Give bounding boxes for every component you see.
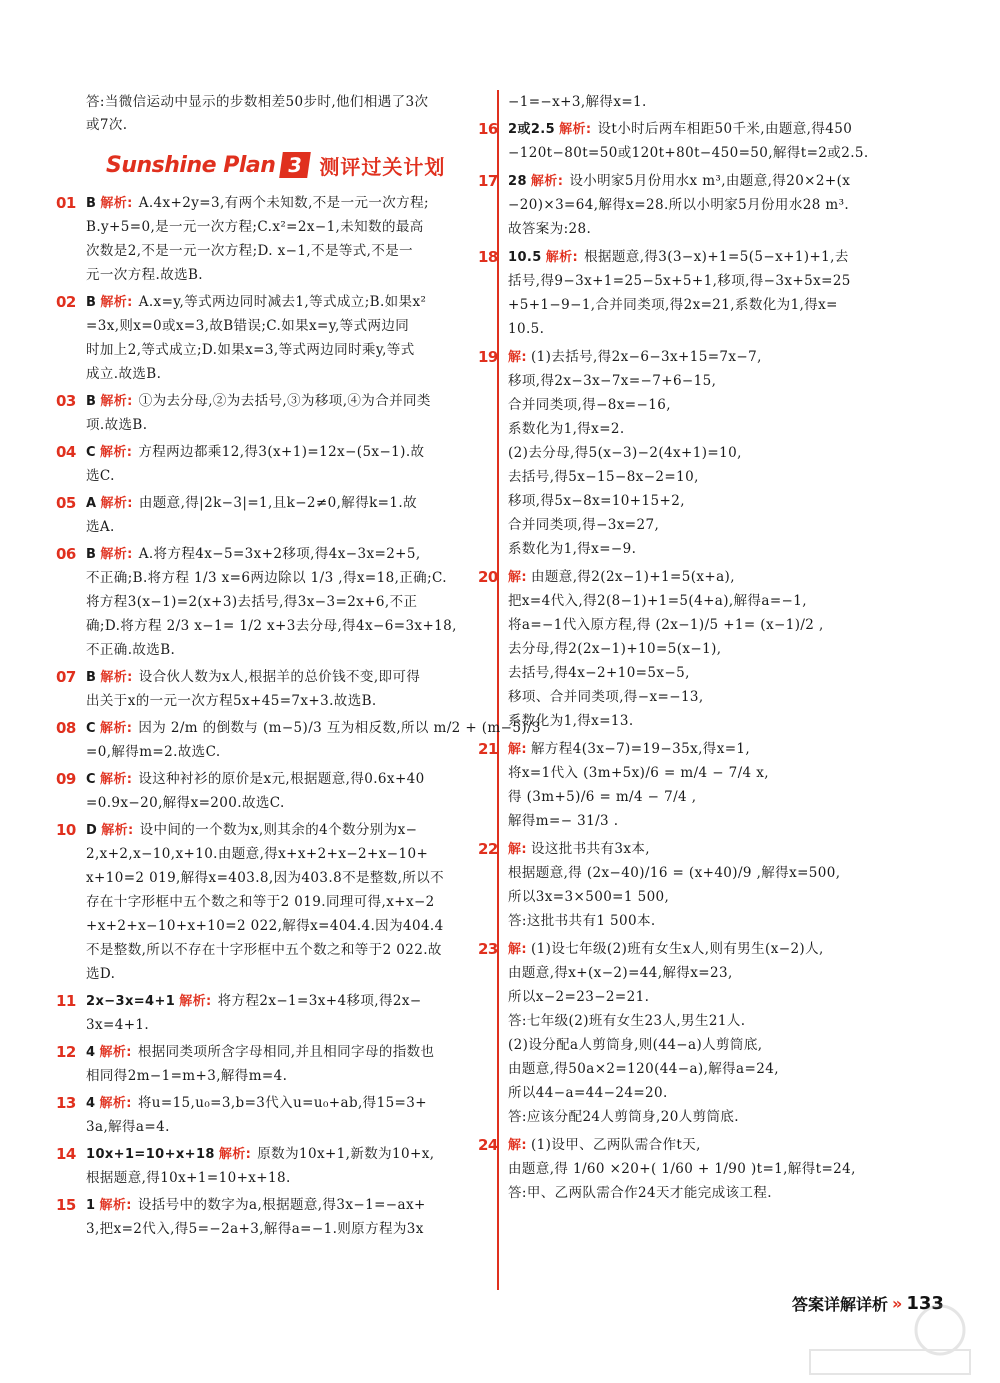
answer-text: 故答案为:28. [508, 221, 592, 237]
answer-text: 不是整数,所以不存在十字形框中五个数之和等于2 022.故 [86, 942, 442, 958]
answer-line [56, 718, 541, 739]
answer-choice: C [86, 721, 96, 736]
answer-text: 将方程2x−1=3x+4移项,得2x− [217, 993, 422, 1009]
answer-choice: 解: [508, 1138, 527, 1153]
analysis-label: 解析: [99, 1096, 132, 1111]
answer-text: 把x=4代入,得2(8−1)+1=5(4+a),解得a=−1, [508, 593, 807, 609]
answer-line [508, 663, 690, 683]
question-number: 24 [478, 1136, 498, 1154]
answer-choice: 10.5 [508, 250, 542, 265]
answer-line [86, 616, 457, 636]
answer-line [56, 769, 425, 790]
answer-line [508, 787, 696, 807]
answer-choice: A [86, 496, 97, 511]
answer-text: 设这批书共有3x本, [531, 841, 650, 857]
answer-text: 移项,得5x−8x=10+15+2, [508, 493, 685, 509]
answer-line [86, 241, 413, 261]
header-badge: 3 [280, 152, 312, 178]
answer-line [508, 1011, 745, 1031]
answer-text: 移项,得2x−3x−7x=−7+6−15, [508, 373, 717, 389]
answer-text: 解方程4(3x−7)=19−35x,得x=1, [531, 741, 751, 757]
answer-text: 设小明家5月份用水x m³,由题意,得20×2+(x [569, 173, 851, 189]
answer-choice: B [86, 394, 97, 409]
answer-text: 去分母,得2(2x−1)+10=5(x−1), [508, 641, 722, 657]
answer-line [86, 364, 161, 384]
section-header [106, 150, 445, 180]
answer-text: 合并同类项,得−8x=−16, [508, 397, 671, 413]
answer-line [56, 442, 425, 463]
answer-line [56, 292, 427, 313]
question-number: 17 [478, 172, 498, 190]
answer-line [56, 1093, 427, 1114]
answer-line [86, 892, 435, 912]
answer-choice: 1 [86, 1198, 96, 1213]
answer-text: (1)设七年级(2)班有女生x人,则有男生(x−2)人, [531, 941, 824, 957]
answer-text: 根据同类项所含字母相同,并且相同字母的指数也 [137, 1044, 435, 1060]
analysis-label: 解析: [99, 721, 133, 736]
answer-text: 答:应该分配24人剪筒身,20人剪筒底. [508, 1109, 739, 1125]
answer-choice: 解: [508, 350, 527, 365]
answer-text: 去括号,得4x−2+10=5x−5, [508, 665, 690, 681]
answer-text: 确;D.将方程 2/3 x−1= 1/2 x+3去分母,得4x−6=3x+18, [86, 618, 457, 634]
answer-text: 根据题意,得 (2x−40)/16 = (x+40)/9 ,解得x=500, [508, 865, 841, 881]
question-number: 01 [56, 194, 76, 212]
answer-text: 由题意,得x+(x−2)=44,解得x=23, [508, 965, 733, 981]
answer-line [86, 844, 428, 864]
answer-line [508, 395, 671, 415]
answer-line [86, 793, 285, 813]
answer-line [508, 539, 636, 559]
answer-line [56, 193, 429, 214]
answer-text: 3x=4+1. [86, 1017, 150, 1033]
answer-line [478, 839, 650, 860]
question-number: 08 [56, 719, 76, 737]
answer-line [508, 195, 849, 215]
answer-line [508, 371, 716, 391]
answer-line [508, 1035, 762, 1055]
answer-text: +5+1−9−1,合并同类项,得2x=21,系数化为1,得x= [508, 297, 838, 313]
column-divider [497, 90, 499, 1290]
answer-text: B.y+5=0,是一元一次方程;C.x²=2x−1,未知数的最高 [86, 219, 424, 235]
analysis-label: 解析: [545, 250, 579, 265]
answer-text: 3a,解得a=4. [86, 1119, 170, 1135]
answer-line [508, 591, 807, 611]
answer-line [478, 171, 851, 192]
question-number: 18 [478, 248, 498, 266]
analysis-label: 解析: [101, 823, 134, 838]
answer-line [86, 1066, 287, 1086]
question-number: 22 [478, 840, 498, 858]
answer-choice: B [86, 670, 97, 685]
answer-line [86, 916, 444, 936]
answer-line [508, 763, 769, 783]
answer-line [508, 419, 625, 439]
answer-line [478, 1135, 701, 1156]
question-number: 09 [56, 770, 76, 788]
answer-line [86, 1117, 170, 1137]
analysis-label: 解析: [100, 670, 133, 685]
header-title-en: Sunshine Plan [106, 152, 276, 178]
question-number: 14 [56, 1145, 76, 1163]
answer-line [86, 964, 115, 984]
answer-text: 将方程3(x−1)=2(x+3)去括号,得3x−3=2x+6,不正 [86, 594, 418, 610]
answer-text: −20)×3=64,解得x=28.所以小明家5月份用水28 m³. [508, 197, 850, 213]
answer-text: 设t小时后两车相距50千米,由题意,得450 [597, 121, 853, 137]
answer-line [508, 911, 656, 931]
answer-line [86, 1015, 149, 1035]
answer-text: A.4x+2y=3,有两个未知数,不是一元一次方程; [138, 195, 429, 211]
answer-line [508, 687, 704, 707]
answer-text: 10.5. [508, 321, 545, 337]
answer-text: (2)去分母,得5(x−3)−2(4x+1)=10, [508, 445, 742, 461]
answer-text: 根据题意,得3(3−x)+1=5(5−x+1)+1,去 [584, 249, 849, 265]
answer-text: 由题意,得50a×2=120(44−a),解得a=24, [508, 1061, 779, 1077]
answer-line [86, 640, 175, 660]
answer-line [86, 742, 221, 762]
chevron-right-icon: » [892, 1294, 903, 1313]
answer-line [56, 1195, 426, 1216]
answer-line [86, 592, 417, 612]
answer-line [508, 143, 869, 163]
answer-line [478, 347, 762, 368]
answer-line [478, 939, 824, 960]
answer-line [478, 247, 849, 268]
answer-text: 不正确;B.将方程 1/3 x=6两边除以 1/3 ,得x=18,正确;C. [86, 570, 447, 586]
answer-choice: D [86, 823, 98, 838]
question-number: 21 [478, 740, 498, 758]
answer-line [508, 319, 544, 339]
answer-line [56, 667, 421, 688]
answer-choice: 解: [508, 842, 527, 857]
answer-choice: C [86, 445, 96, 460]
answer-line [508, 887, 669, 907]
answer-text: 选C. [86, 468, 115, 484]
answer-line [56, 544, 421, 565]
answer-line [86, 568, 447, 588]
answer-text: 将u=15,u₀=3,b=3代入u=u₀+ab,得15=3+ [137, 1095, 427, 1111]
answer-text: 成立.故选B. [86, 366, 162, 382]
answer-text: ①为去分母,②为去括号,③为移项,④为合并同类 [138, 393, 431, 409]
answer-text: 答:甲、乙两队需合作24天才能完成该工程. [508, 1185, 772, 1201]
answer-text: 设合伙人数为x人,根据羊的总价钱不变,即可得 [138, 669, 421, 685]
question-number: 12 [56, 1043, 76, 1061]
answer-line [86, 940, 442, 960]
answer-text: 移项、合并同类项,得−x=−13, [508, 689, 704, 705]
answer-text: 方程两边都乘12,得3(x+1)=12x−(5x−1).故 [138, 444, 425, 460]
answer-choice: 4 [86, 1045, 96, 1060]
answer-line [478, 119, 853, 140]
analysis-label: 解析: [559, 122, 592, 137]
answer-choice: 2或2.5 [508, 122, 556, 137]
answer-text: 设这种衬衫的原价是x元,根据题意,得0.6x+40 [138, 771, 425, 787]
answer-line [508, 711, 634, 731]
answer-line [508, 271, 851, 291]
answer-text: 所以3x=3×500=1 500, [508, 889, 670, 905]
analysis-label: 解析: [100, 547, 133, 562]
answer-line [508, 615, 824, 635]
answer-text: 答:七年级(2)班有女生23人,男生21人. [508, 1013, 746, 1029]
answer-text: (1)设甲、乙两队需合作t天, [531, 1137, 701, 1153]
analysis-label: 解析: [100, 196, 133, 211]
answer-text: 答:这批书共有1 500本. [508, 913, 656, 929]
answer-text: =3x,则x=0或x=3,故B错误;C.如果x=y,等式两边同 [86, 318, 410, 334]
answer-text: 系数化为1,得x=2. [508, 421, 625, 437]
answer-line [508, 1107, 739, 1127]
answer-line [508, 1083, 668, 1103]
analysis-label: 解析: [179, 994, 212, 1009]
answer-line [508, 467, 699, 487]
question-number: 07 [56, 668, 76, 686]
answer-choice: 10x+1=10+x+18 [86, 1147, 215, 1162]
answer-line [508, 219, 591, 239]
answer-text: 系数化为1,得x=13. [508, 713, 634, 729]
answer-line [86, 517, 115, 537]
analysis-label: 解析: [99, 1198, 132, 1213]
question-number: 16 [478, 120, 498, 138]
question-number: 23 [478, 940, 498, 958]
answer-text: A.将方程4x−5=3x+2移项,得4x−3x=2+5, [138, 546, 421, 562]
intro-line: 或7次. [86, 117, 128, 133]
answer-text: 次数是2,不是一元一次方程;D. x−1,不是等式,不是一 [86, 243, 414, 259]
answer-text: 项.故选B. [86, 417, 148, 433]
analysis-label: 解析: [530, 174, 564, 189]
analysis-label: 解析: [99, 1045, 132, 1060]
answer-line [508, 963, 733, 983]
answer-text: 不正确.故选B. [86, 642, 176, 658]
question-number: 02 [56, 293, 76, 311]
answer-text: 将a=−1代入原方程,得 (2x−1)/5 +1= (x−1)/2 , [508, 617, 824, 633]
intro-line: 答:当微信运动中显示的步数相差50步时,他们相遇了3次 [86, 94, 429, 110]
answer-text: =0,解得m=2.故选C. [86, 744, 221, 760]
analysis-label: 解析: [100, 295, 133, 310]
answer-text: 选D. [86, 966, 116, 982]
answer-text: (1)去括号,得2x−6−3x+15=7x−7, [531, 349, 762, 365]
answer-text: 原数为10x+1,新数为10+x, [257, 1146, 435, 1162]
answer-text: 相同得2m−1=m+3,解得m=4. [86, 1068, 288, 1084]
answer-text: A.x=y,等式两边同时减去1,等式成立;B.如果x² [138, 294, 427, 310]
analysis-label: 解析: [99, 445, 133, 460]
intro-line: −1=−x+3,解得x=1. [508, 94, 647, 110]
answer-line [86, 217, 424, 237]
question-number: 04 [56, 443, 76, 461]
answer-text: 由题意,得|2k−3|=1,且k−2≠0,解得k=1.故 [138, 495, 417, 511]
answer-text: 由题意,得 1/60 ×20+( 1/60 + 1/90 )t=1,解得t=24, [508, 1161, 856, 1177]
answer-choice: B [86, 295, 97, 310]
question-number: 10 [56, 821, 76, 839]
answer-text: 出关于x的一元一次方程5x+45=7x+3.故选B. [86, 693, 377, 709]
answer-text: 因为 2/m 的倒数与 (m−5)/3 互为相反数,所以 m/2 + (m−5)/3 [138, 720, 541, 736]
analysis-label: 解析: [99, 772, 133, 787]
answer-line [86, 340, 415, 360]
answer-line [86, 316, 409, 336]
answer-line [86, 265, 203, 285]
answer-text: −120t−80t=50或120t+80t−450=50,解得t=2或2.5. [508, 145, 869, 161]
answer-line [508, 295, 838, 315]
answer-text: 所以44−a=44−24=20. [508, 1085, 668, 1101]
question-number: 05 [56, 494, 76, 512]
answer-line [86, 415, 147, 435]
analysis-label: 解析: [100, 496, 133, 511]
answer-line [508, 1059, 779, 1079]
question-number: 13 [56, 1094, 76, 1112]
answer-line [56, 391, 431, 412]
answer-line [508, 639, 721, 659]
answer-text: 2,x+2,x−10,x+10.由题意,得x+x+2+x−2+x−10+ [86, 846, 429, 862]
answer-text: =0.9x−20,解得x=200.故选C. [86, 795, 285, 811]
answer-choice: B [86, 196, 97, 211]
answer-line [86, 691, 377, 711]
answer-line [86, 868, 444, 888]
question-number: 11 [56, 992, 76, 1010]
answer-choice: 解: [508, 570, 527, 585]
header-title-cn: 测评过关计划 [319, 154, 446, 179]
question-number: 06 [56, 545, 76, 563]
answer-line [508, 863, 840, 883]
answer-line [508, 491, 685, 511]
footer-label: 答案详解详析 [792, 1295, 889, 1314]
answer-choice: 4 [86, 1096, 96, 1111]
answer-text: 时加上2,等式成立;D.如果x=3,等式两边同时乘y,等式 [86, 342, 415, 358]
analysis-label: 解析: [218, 1147, 252, 1162]
answer-text: 元一次方程.故选B. [86, 267, 204, 283]
answer-text: 所以x−2=23−2=21. [508, 989, 650, 1005]
answer-text: 解得m=− 31/3 . [508, 813, 619, 829]
page-number: 133 [906, 1293, 944, 1314]
question-number: 03 [56, 392, 76, 410]
analysis-label: 解析: [100, 394, 133, 409]
answer-choice: 解: [508, 742, 527, 757]
answer-text: 得 (3m+5)/6 = m/4 − 7/4 , [508, 789, 697, 805]
answer-choice: 解: [508, 942, 527, 957]
answer-text: 去括号,得5x−15−8x−2=10, [508, 469, 699, 485]
answer-line [508, 987, 649, 1007]
answer-line [508, 443, 742, 463]
answer-text: 选A. [86, 519, 115, 535]
answer-text: 将x=1代入 (3m+5x)/6 = m/4 − 7/4 x, [508, 765, 769, 781]
answer-line [508, 1183, 772, 1203]
answer-line [56, 1144, 435, 1165]
answer-text: 合并同类项,得−3x=27, [508, 517, 660, 533]
answer-text: 根据题意,得10x+1=10+x+18. [86, 1170, 291, 1186]
answer-line [56, 1042, 435, 1063]
question-number: 15 [56, 1196, 76, 1214]
answer-choice: 2x−3x=4+1 [86, 994, 176, 1009]
answer-line [86, 466, 115, 486]
watermark-stamp-icon [800, 1300, 980, 1380]
answer-line [478, 567, 735, 588]
answer-text: 括号,得9−3x+1=25−5x+5+1,移项,得−3x+5x=25 [508, 273, 851, 289]
question-number: 19 [478, 348, 498, 366]
answer-line [56, 991, 422, 1012]
answer-choice: B [86, 547, 97, 562]
answer-text: x+10=2 019,解得x=403.8,因为403.8不是整数,所以不 [86, 870, 445, 886]
answer-choice: 28 [508, 174, 527, 189]
answer-text: +x+2+x−10+x+10=2 022,解得x=404.4.因为404.4 [86, 918, 444, 934]
answer-line [56, 820, 418, 841]
answer-line [508, 811, 618, 831]
answer-line [56, 493, 417, 514]
answer-text: (2)设分配a人剪筒身,则(44−a)人剪筒底, [508, 1037, 763, 1053]
answer-line [508, 1159, 856, 1179]
answer-text: 系数化为1,得x=−9. [508, 541, 637, 557]
answer-choice: C [86, 772, 96, 787]
answer-text: 设括号中的数字为a,根据题意,得3x−1=−ax+ [137, 1197, 426, 1213]
answer-text: 由题意,得2(2x−1)+1=5(x+a), [531, 569, 735, 585]
answer-line [478, 739, 751, 760]
answer-text: 3,把x=2代入,得5=−2a+3,解得a=−1.则原方程为3x [86, 1221, 424, 1237]
answer-text: 设中间的一个数为x,则其余的4个数分别为x− [139, 822, 418, 838]
question-number: 20 [478, 568, 498, 586]
answer-line [86, 1168, 291, 1188]
answer-text: 存在十字形框中五个数之和等于2 019.同理可得,x+x−2 [86, 894, 435, 910]
answer-line [86, 1219, 424, 1239]
answer-line [508, 515, 659, 535]
